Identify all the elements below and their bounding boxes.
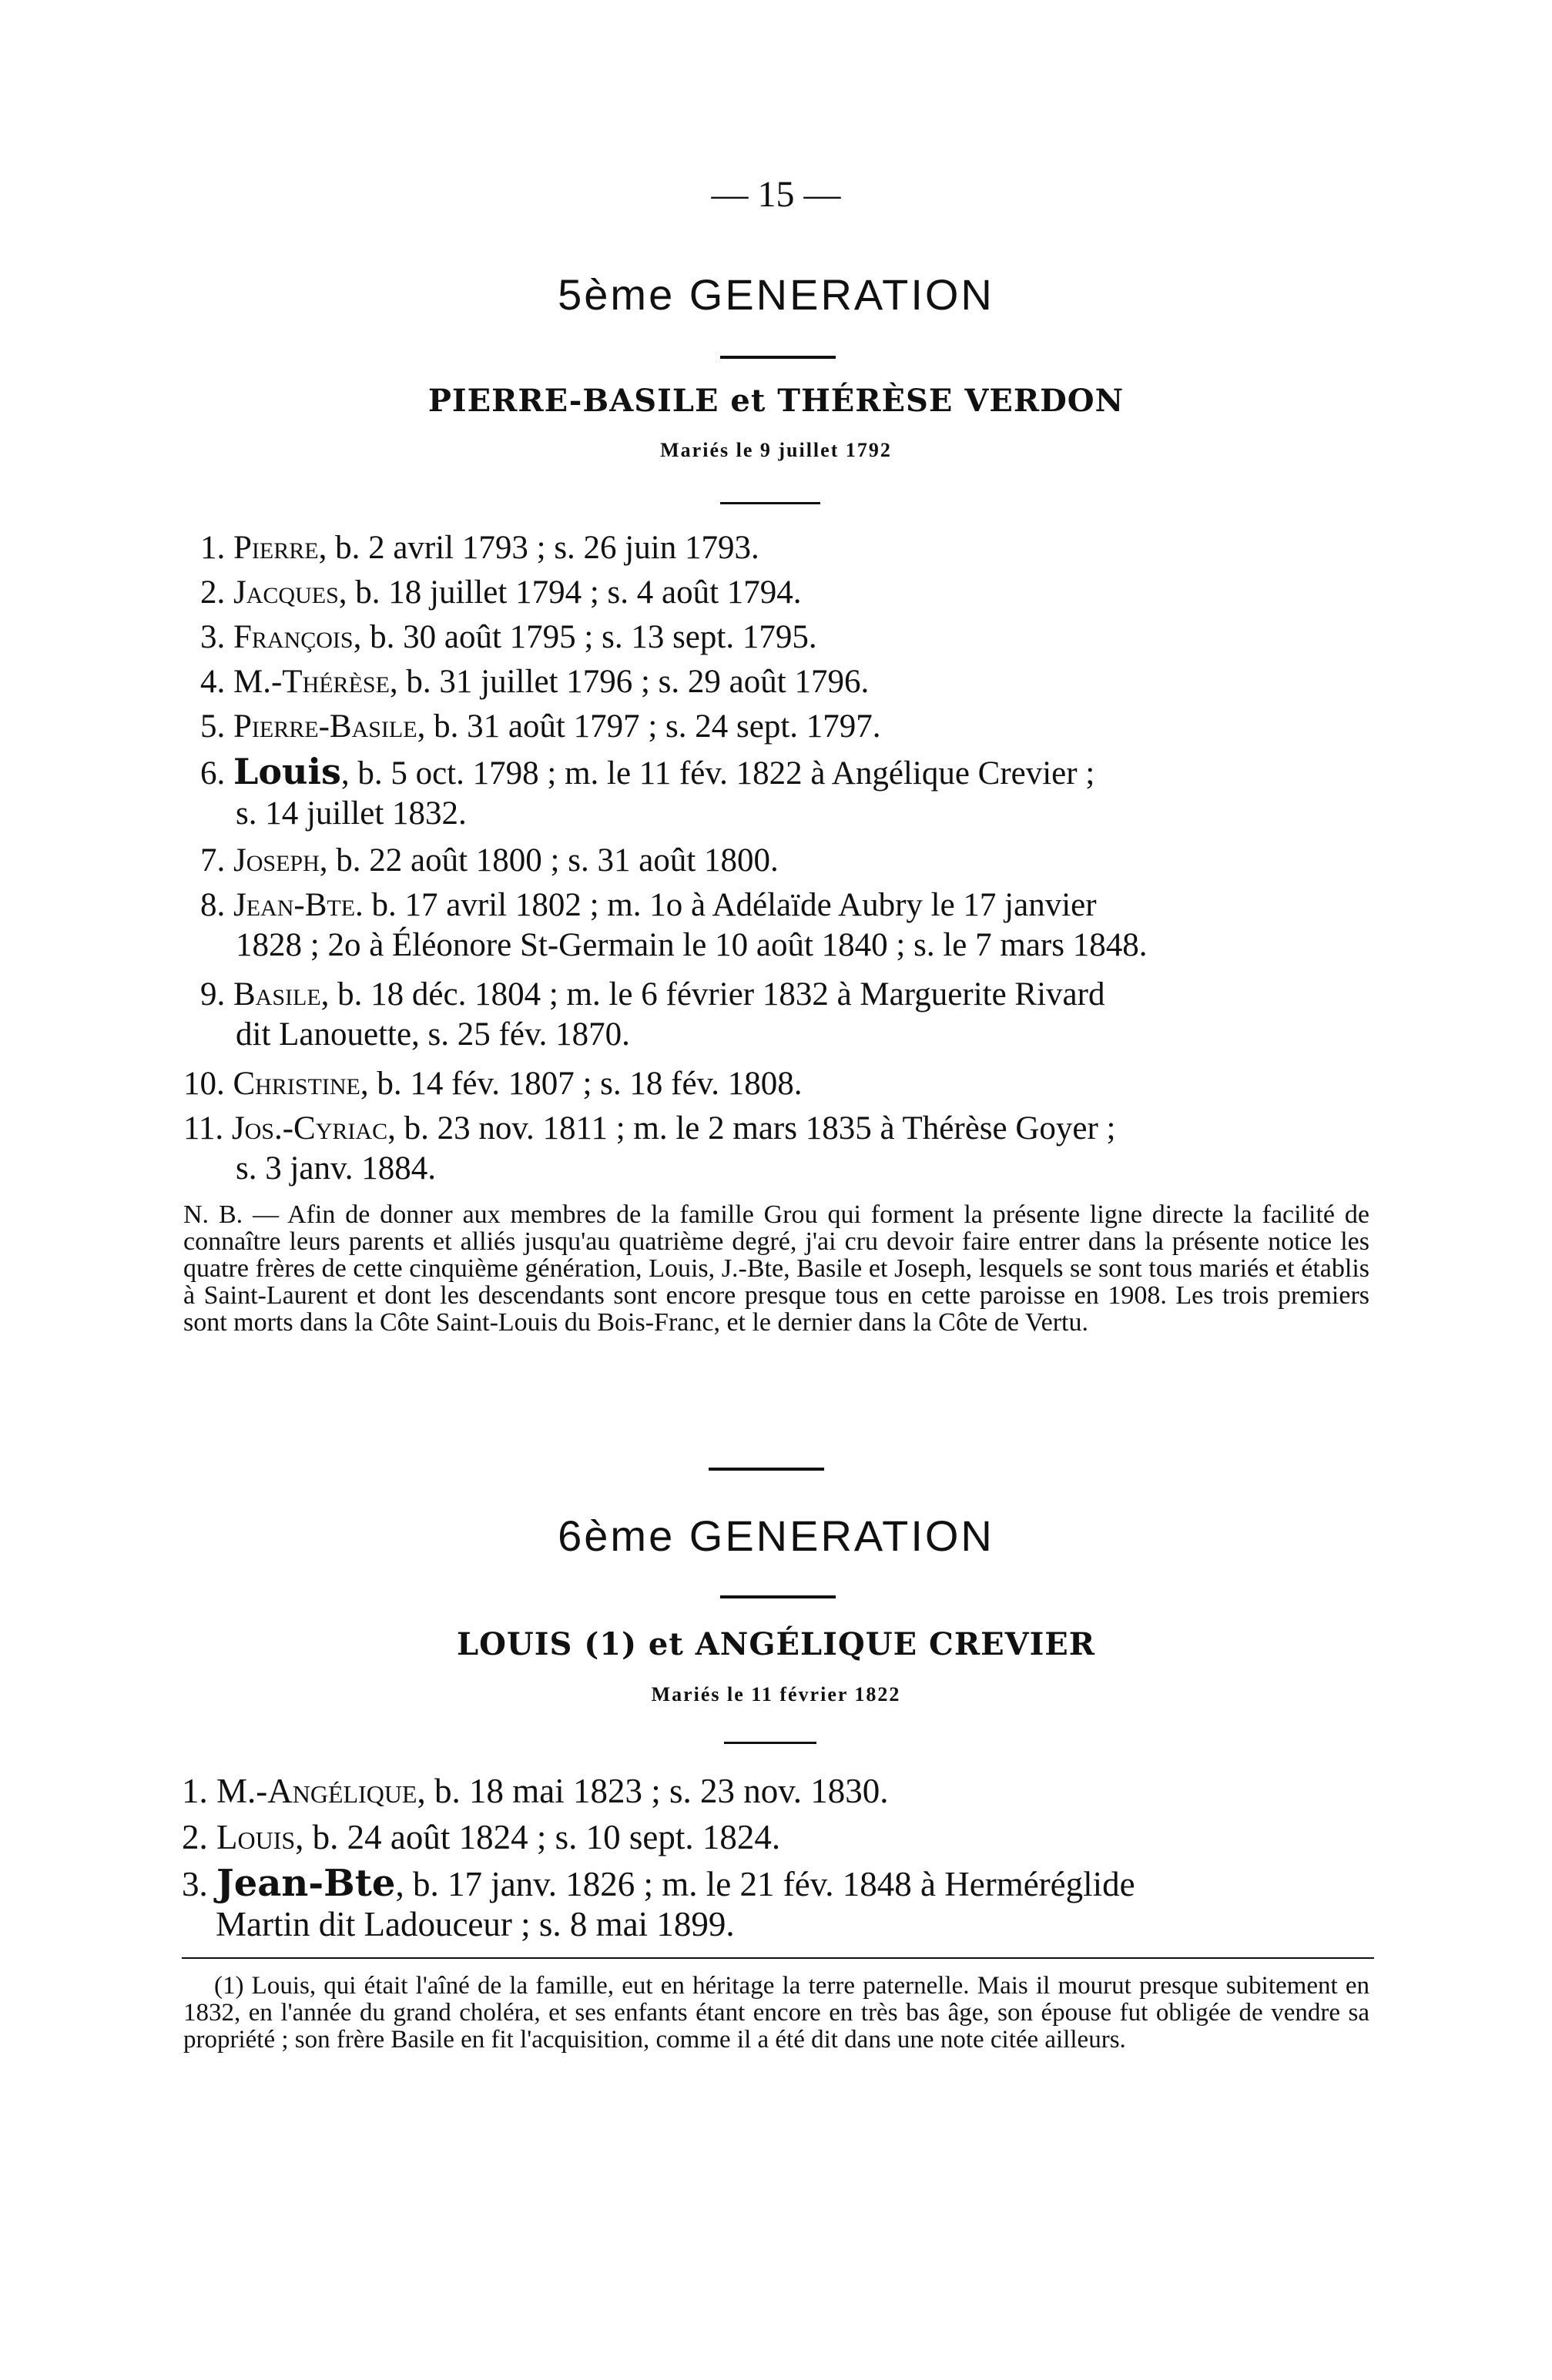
note-paragraph bbox=[183, 1201, 1369, 1336]
entry-number: 3. bbox=[200, 619, 226, 655]
child-name: Louis bbox=[216, 1818, 296, 1856]
list-item bbox=[200, 841, 779, 881]
list-item bbox=[183, 1064, 803, 1104]
list-item bbox=[200, 707, 881, 747]
entry-number: 11. bbox=[183, 1110, 224, 1146]
child-name: Jean-Bte bbox=[216, 1862, 396, 1905]
entry-number: 8. bbox=[200, 887, 226, 923]
entry-number: 3. bbox=[182, 1865, 208, 1903]
entry-continuation: s. 14 juillet 1832. bbox=[236, 795, 467, 832]
entry-text: , b. 18 déc. 1804 ; m. le 6 février 1832 à Marguerite Rivard bbox=[320, 976, 1105, 1013]
generation-5-marriage-date: Mariés le 9 juillet 1792 bbox=[660, 439, 892, 461]
list-item bbox=[200, 885, 1147, 966]
entry-number: 5. bbox=[200, 708, 226, 745]
entry-text: , b. 18 mai 1823 ; s. 23 nov. 1830. bbox=[417, 1772, 889, 1810]
footnote-rule bbox=[182, 1957, 1374, 1959]
list-item bbox=[182, 1817, 780, 1857]
list-item bbox=[200, 751, 1094, 834]
list-item bbox=[182, 1771, 889, 1811]
entry-number: 4. bbox=[200, 664, 226, 700]
entry-continuation: dit Lanouette, s. 25 fév. 1870. bbox=[236, 1016, 630, 1053]
entry-number: 9. bbox=[200, 976, 226, 1013]
child-name: Louis bbox=[233, 751, 341, 792]
child-name: Pierre bbox=[233, 530, 319, 566]
divider-rule bbox=[724, 1742, 816, 1744]
entry-number: 2. bbox=[182, 1818, 208, 1856]
entry-text: , b. 18 juillet 1794 ; s. 4 août 1794. bbox=[338, 574, 802, 611]
generation-6-couple: LOUIS (1) et ANGÉLIQUE CREVIER bbox=[456, 1626, 1096, 1662]
entry-number: 1. bbox=[200, 530, 226, 566]
list-item bbox=[182, 1863, 1135, 1944]
entry-number: 6. bbox=[200, 755, 226, 792]
entry-number: 10. bbox=[183, 1066, 225, 1102]
child-name: Jean-Bte bbox=[233, 887, 356, 923]
entry-number: 1. bbox=[182, 1772, 208, 1810]
entry-text: , b. 23 nov. 1811 ; m. le 2 mars 1835 à Thérèse Goyer ; bbox=[387, 1110, 1116, 1146]
child-name: M.-Angélique bbox=[216, 1772, 417, 1810]
child-name: Joseph bbox=[233, 842, 320, 879]
generation-5-couple: PIERRE-BASILE et THÉRÈSE VERDON bbox=[427, 383, 1125, 419]
page-number: — 15 — bbox=[711, 174, 841, 215]
entry-text: , b. 17 janv. 1826 ; m. le 21 fév. 1848 à Herméréglide bbox=[395, 1865, 1135, 1903]
entry-text: , b. 30 août 1795 ; s. 13 sept. 1795. bbox=[353, 619, 817, 655]
footnote-text: (1) Louis, qui était l'aîné de la famille, eut en héritage la terre paternelle. Mais il mourut presque subitement en 1832, en l'année du grand choléra, et ses enfants étant encore en très bas âge, son épouse fut obligée de vendre sa propriété ; son frère Basile en fit l'acquisition, comme il a été dit dans une note citée ailleurs. bbox=[183, 1972, 1369, 2054]
list-item bbox=[200, 662, 869, 702]
entry-text: . b. 17 avril 1802 ; m. 1o à Adélaïde Aubry le 17 janvier bbox=[355, 887, 1097, 923]
entry-text: , b. 22 août 1800 ; s. 31 août 1800. bbox=[319, 842, 779, 879]
child-name: Christine bbox=[233, 1066, 360, 1102]
entry-text: , b. 2 avril 1793 ; s. 26 juin 1793. bbox=[318, 530, 759, 566]
entry-text: , b. 5 oct. 1798 ; m. le 11 fév. 1822 à Angélique Crevier ; bbox=[340, 755, 1095, 792]
list-item bbox=[183, 1109, 1116, 1189]
child-name: Jacques bbox=[233, 574, 339, 611]
footnote bbox=[183, 1973, 1369, 2054]
section-separator bbox=[709, 1468, 824, 1471]
generation-6-marriage-date: Mariés le 11 février 1822 bbox=[651, 1683, 901, 1705]
generation-6-title: 6ème GENERATION bbox=[558, 1511, 994, 1560]
entry-continuation: Martin dit Ladouceur ; s. 8 mai 1899. bbox=[216, 1905, 735, 1943]
child-name: M.-Thérèse bbox=[233, 664, 390, 700]
entry-number: 2. bbox=[200, 574, 226, 611]
generation-5-title: 5ème GENERATION bbox=[558, 270, 994, 319]
divider-rule bbox=[720, 502, 820, 504]
entry-text: , b. 14 fév. 1807 ; s. 18 fév. 1808. bbox=[360, 1066, 803, 1102]
list-item bbox=[200, 528, 759, 568]
entry-text: , b. 24 août 1824 ; s. 10 sept. 1824. bbox=[295, 1818, 781, 1856]
list-item bbox=[200, 618, 817, 658]
child-name: Jos.-Cyriac bbox=[231, 1110, 388, 1146]
list-item bbox=[200, 573, 802, 613]
divider-rule bbox=[720, 1595, 836, 1598]
note-text: N. B. — Afin de donner aux membres de la famille Grou qui forment la présente ligne directe la facilité de connaître leurs parents et alliés jusqu'au quatrième degré, j'ai cru devoir faire entrer dans la présente notice les quatre frères de cette cinquième génération, Louis, J.-Bte, Basile et Joseph, lesquels se sont tous mariés et établis à Saint-Laurent et dont les descendants sont encore presque tous en cette paroisse en 1908. Les trois premiers sont morts dans la Côte Saint-Louis du Bois-Franc, et le dernier dans la Côte de Vertu. bbox=[183, 1200, 1369, 1337]
divider-rule bbox=[720, 356, 836, 359]
child-name: François bbox=[233, 619, 354, 655]
entry-number: 7. bbox=[200, 842, 226, 879]
child-name: Basile bbox=[233, 976, 321, 1013]
entry-continuation: s. 3 janv. 1884. bbox=[236, 1150, 436, 1187]
list-item bbox=[200, 975, 1105, 1055]
entry-text: , b. 31 juillet 1796 ; s. 29 août 1796. bbox=[389, 664, 870, 700]
entry-text: , b. 31 août 1797 ; s. 24 sept. 1797. bbox=[417, 708, 881, 745]
entry-continuation: 1828 ; 2o à Éléonore St-Germain le 10 août 1840 ; s. le 7 mars 1848. bbox=[236, 927, 1148, 963]
child-name: Pierre-Basile bbox=[233, 708, 417, 745]
